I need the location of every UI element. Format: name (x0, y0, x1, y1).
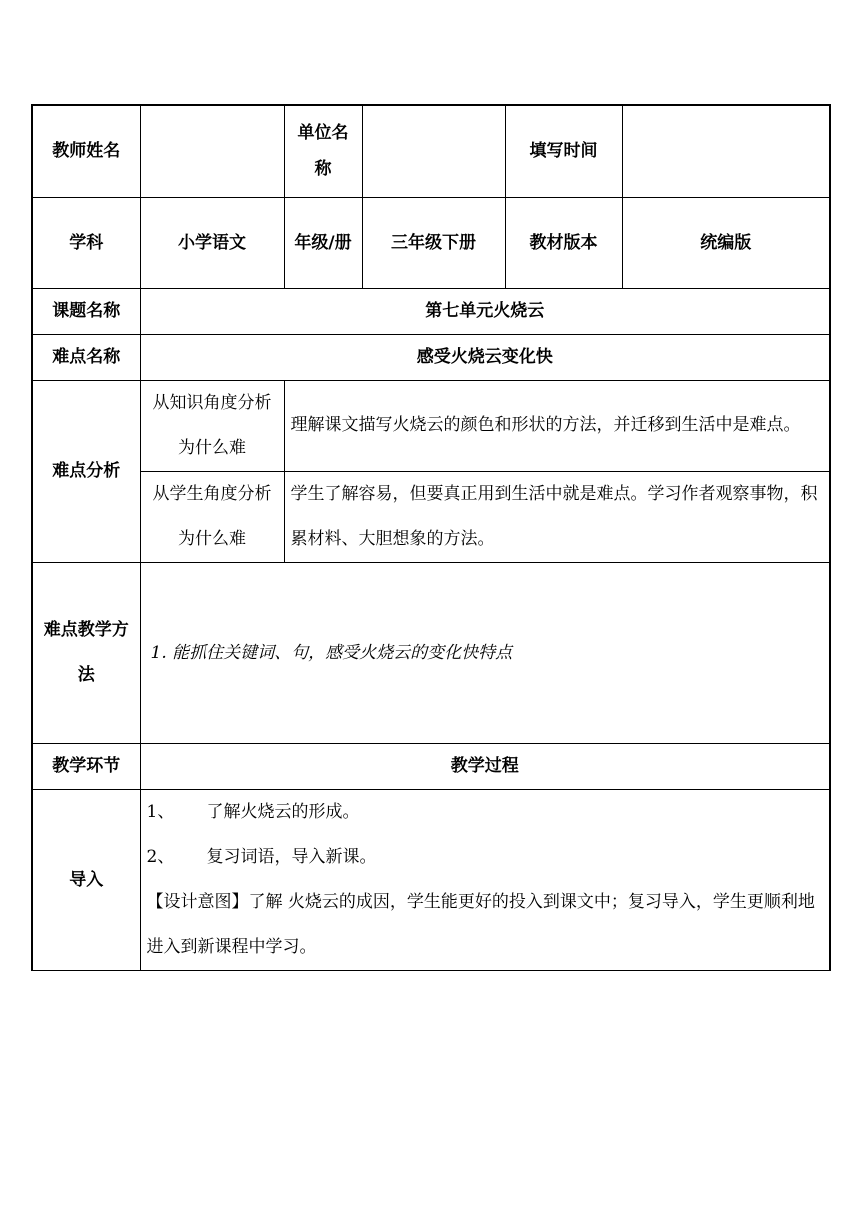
subject-row (32, 197, 830, 288)
method-value: 1. 能抓住关键词、句，感受火烧云的变化快特点 (140, 562, 830, 743)
analysis-label: 难点分析 (32, 380, 140, 562)
analysis-knowledge-row (32, 380, 830, 471)
student-angle-label: 从学生角度分析为什么难 (140, 471, 284, 562)
method-label: 难点教学方法 (32, 562, 140, 743)
intro-item-1-text: 了解火烧云的形成。 (206, 801, 360, 822)
stage-header: 教学环节 (32, 743, 140, 789)
fill-time-value (622, 105, 830, 197)
textbook-label: 教材版本 (505, 197, 622, 288)
subject-value: 小学语文 (140, 197, 284, 288)
process-header: 教学过程 (140, 743, 830, 789)
difficulty-value: 感受火烧云变化快 (140, 334, 830, 380)
subject-label: 学科 (32, 197, 140, 288)
design-intent: 【设计意图】了解 火烧云的成因，学生能更好的投入到课文中；复习导入，学生更顺利地进入到新课程中学习。 (146, 891, 815, 957)
lesson-plan-table (31, 104, 831, 971)
grade-value: 三年级下册 (362, 197, 505, 288)
method-row (32, 562, 830, 743)
process-header-row (32, 743, 830, 789)
header-row (32, 105, 830, 197)
student-angle-value: 学生了解容易，但要真正用到生活中就是难点。学习作者观察事物，积累材料、大胆想象的方法。 (284, 471, 830, 562)
analysis-student-row (32, 471, 830, 562)
difficulty-row (32, 334, 830, 380)
teacher-name-label: 教师姓名 (32, 105, 140, 197)
intro-row (32, 789, 830, 970)
intro-item-2-text: 复习词语，导入新课。 (206, 846, 377, 867)
intro-item-2-number: 2、 (146, 846, 175, 867)
topic-row (32, 288, 830, 334)
teacher-name-value (140, 105, 284, 197)
unit-name-value (362, 105, 505, 197)
knowledge-angle-value: 理解课文描写火烧云的颜色和形状的方法，并迁移到生活中是难点。 (284, 380, 830, 471)
intro-item-1 (147, 790, 824, 835)
difficulty-label: 难点名称 (32, 334, 140, 380)
topic-value: 第七单元火烧云 (140, 288, 830, 334)
fill-time-label: 填写时间 (505, 105, 622, 197)
intro-label: 导入 (32, 789, 140, 970)
intro-item-2 (147, 835, 824, 880)
unit-name-label: 单位名称 (284, 105, 362, 197)
intro-item-1-number: 1、 (146, 801, 175, 822)
textbook-value: 统编版 (622, 197, 830, 288)
knowledge-angle-label: 从知识角度分析为什么难 (140, 380, 284, 471)
topic-label: 课题名称 (32, 288, 140, 334)
intro-content (140, 789, 830, 970)
grade-label: 年级/册 (284, 197, 362, 288)
